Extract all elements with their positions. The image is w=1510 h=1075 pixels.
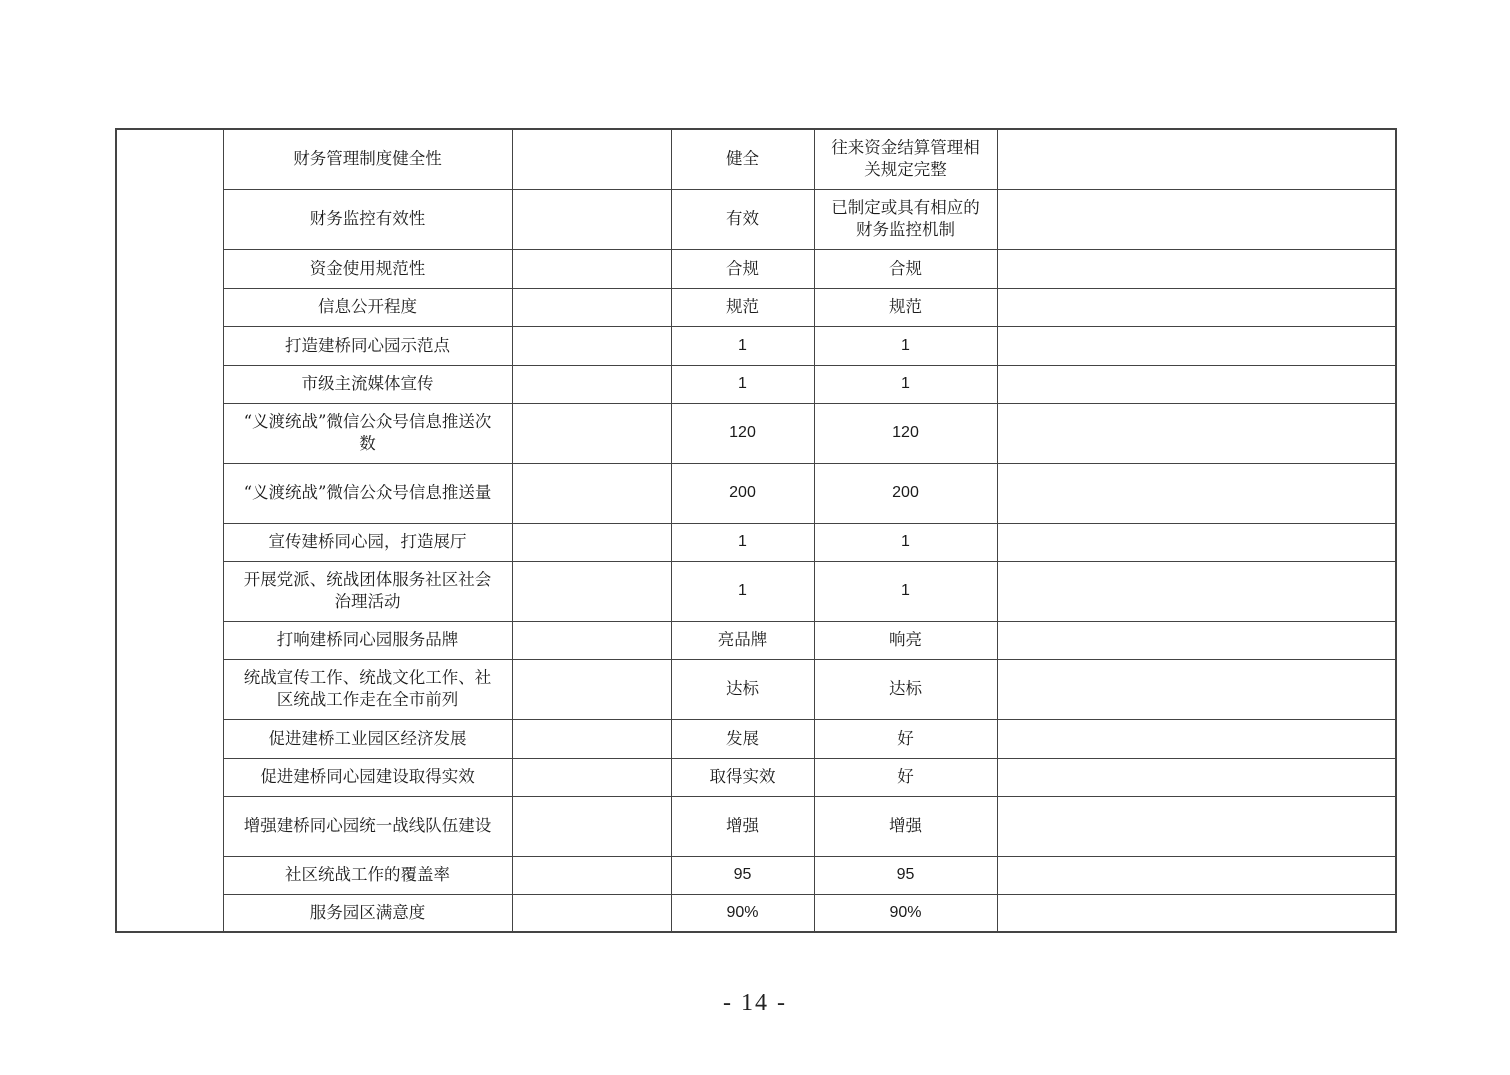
target-value-cell: 1 <box>671 326 814 365</box>
indicator-name-cell: 财务管理制度健全性 <box>223 129 512 189</box>
indicator-detail-cell <box>512 326 671 365</box>
remark-cell <box>997 463 1396 523</box>
table-row <box>116 189 1396 249</box>
indicator-name-cell: 统战宣传工作、统战文化工作、社区统战工作走在全市前列 <box>223 659 512 719</box>
indicator-detail-cell <box>512 288 671 326</box>
remark-cell <box>997 326 1396 365</box>
remark-cell <box>997 288 1396 326</box>
indicator-name-cell: 打响建桥同心园服务品牌 <box>223 621 512 659</box>
remark-cell <box>997 561 1396 621</box>
table-row <box>116 288 1396 326</box>
target-value-cell: 增强 <box>671 796 814 856</box>
indicator-name-cell: 开展党派、统战团体服务社区社会治理活动 <box>223 561 512 621</box>
indicator-detail-cell <box>512 621 671 659</box>
indicator-detail-cell <box>512 523 671 561</box>
table-row <box>116 659 1396 719</box>
indicator-name-cell: “义渡统战”微信公众号信息推送量 <box>223 463 512 523</box>
actual-value-cell: 好 <box>814 719 997 758</box>
remark-cell <box>997 796 1396 856</box>
actual-value-cell: 增强 <box>814 796 997 856</box>
remark-cell <box>997 894 1396 932</box>
table-row <box>116 758 1396 796</box>
actual-value-cell: 1 <box>814 523 997 561</box>
page-number: - 14 - <box>723 990 787 1016</box>
actual-value-cell: 1 <box>814 365 997 403</box>
table-row <box>116 365 1396 403</box>
table-row <box>116 621 1396 659</box>
target-value-cell: 有效 <box>671 189 814 249</box>
actual-value-cell: 120 <box>814 403 997 463</box>
table-row <box>116 129 1396 189</box>
actual-value-cell: 已制定或具有相应的财务监控机制 <box>814 189 997 249</box>
remark-cell <box>997 621 1396 659</box>
remark-cell <box>997 523 1396 561</box>
indicator-name-cell: 打造建桥同心园示范点 <box>223 326 512 365</box>
table-row <box>116 719 1396 758</box>
remark-cell <box>997 856 1396 894</box>
actual-value-cell: 达标 <box>814 659 997 719</box>
indicator-name-cell: 信息公开程度 <box>223 288 512 326</box>
target-value-cell: 200 <box>671 463 814 523</box>
indicator-detail-cell <box>512 796 671 856</box>
indicator-name-cell: 增强建桥同心园统一战线队伍建设 <box>223 796 512 856</box>
indicator-detail-cell <box>512 463 671 523</box>
target-value-cell: 发展 <box>671 719 814 758</box>
table-row <box>116 796 1396 856</box>
target-value-cell: 1 <box>671 365 814 403</box>
indicator-detail-cell <box>512 189 671 249</box>
indicator-detail-cell <box>512 365 671 403</box>
indicator-detail-cell <box>512 561 671 621</box>
indicator-detail-cell <box>512 758 671 796</box>
target-value-cell: 120 <box>671 403 814 463</box>
indicator-name-cell: 促进建桥同心园建设取得实效 <box>223 758 512 796</box>
indicator-detail-cell <box>512 659 671 719</box>
indicator-detail-cell <box>512 719 671 758</box>
table-row <box>116 856 1396 894</box>
remark-cell <box>997 249 1396 288</box>
indicator-category-cell <box>116 129 223 932</box>
actual-value-cell: 规范 <box>814 288 997 326</box>
indicator-name-cell: 促进建桥工业园区经济发展 <box>223 719 512 758</box>
actual-value-cell: 1 <box>814 326 997 365</box>
target-value-cell: 健全 <box>671 129 814 189</box>
table-row <box>116 403 1396 463</box>
target-value-cell: 1 <box>671 561 814 621</box>
indicator-name-cell: 财务监控有效性 <box>223 189 512 249</box>
target-value-cell: 规范 <box>671 288 814 326</box>
indicator-detail-cell <box>512 894 671 932</box>
target-value-cell: 90% <box>671 894 814 932</box>
target-value-cell: 合规 <box>671 249 814 288</box>
remark-cell <box>997 659 1396 719</box>
performance-indicator-table <box>115 128 1397 933</box>
indicator-detail-cell <box>512 403 671 463</box>
indicator-name-cell: 社区统战工作的覆盖率 <box>223 856 512 894</box>
indicator-detail-cell <box>512 129 671 189</box>
indicator-name-cell: 宣传建桥同心园，打造展厅 <box>223 523 512 561</box>
target-value-cell: 达标 <box>671 659 814 719</box>
indicator-detail-cell <box>512 249 671 288</box>
target-value-cell: 95 <box>671 856 814 894</box>
remark-cell <box>997 719 1396 758</box>
actual-value-cell: 响亮 <box>814 621 997 659</box>
indicator-name-cell: 市级主流媒体宣传 <box>223 365 512 403</box>
table-row <box>116 894 1396 932</box>
actual-value-cell: 90% <box>814 894 997 932</box>
indicator-name-cell: “义渡统战”微信公众号信息推送次数 <box>223 403 512 463</box>
indicator-name-cell: 服务园区满意度 <box>223 894 512 932</box>
table-row <box>116 561 1396 621</box>
table-row <box>116 523 1396 561</box>
table-row <box>116 326 1396 365</box>
actual-value-cell: 往来资金结算管理相关规定完整 <box>814 129 997 189</box>
remark-cell <box>997 403 1396 463</box>
actual-value-cell: 合规 <box>814 249 997 288</box>
target-value-cell: 1 <box>671 523 814 561</box>
table-row <box>116 463 1396 523</box>
actual-value-cell: 200 <box>814 463 997 523</box>
target-value-cell: 取得实效 <box>671 758 814 796</box>
indicator-detail-cell <box>512 856 671 894</box>
remark-cell <box>997 189 1396 249</box>
target-value-cell: 亮品牌 <box>671 621 814 659</box>
table-row <box>116 249 1396 288</box>
actual-value-cell: 95 <box>814 856 997 894</box>
remark-cell <box>997 129 1396 189</box>
actual-value-cell: 1 <box>814 561 997 621</box>
remark-cell <box>997 758 1396 796</box>
actual-value-cell: 好 <box>814 758 997 796</box>
remark-cell <box>997 365 1396 403</box>
indicator-name-cell: 资金使用规范性 <box>223 249 512 288</box>
